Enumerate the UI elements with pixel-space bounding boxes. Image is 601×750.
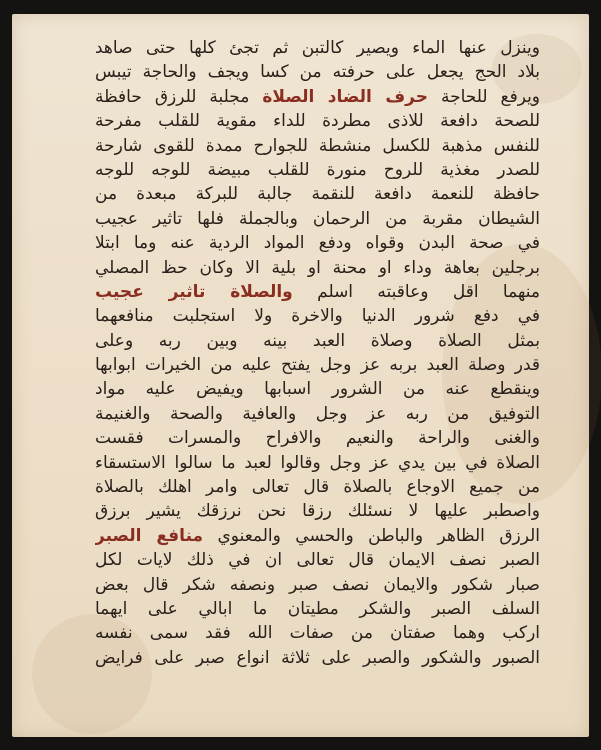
manuscript-line: [95, 426, 540, 450]
manuscript-line: [95, 329, 540, 353]
manuscript-line: [95, 158, 540, 182]
manuscript-line: [95, 377, 540, 401]
manuscript-line: [95, 256, 540, 280]
line-text: والغنى والراحة والنعيم والافراح والمسرات فقست: [95, 428, 540, 449]
manuscript-line: [95, 60, 540, 84]
line-text: للصحة دافعة للاذى مطردة للداء مقوية للقلب مفرحة: [95, 111, 540, 132]
manuscript-line: [95, 134, 540, 158]
manuscript-line: [95, 36, 540, 60]
line-text: وينقطع عنه من الشرور اسبابها ويفيض عليه مواد: [95, 379, 540, 400]
manuscript-line: [95, 207, 540, 231]
line-text: من جميع الاوجاع بالصلاة قال تعالى وامر اهلك بالصلاة: [95, 477, 540, 498]
manuscript-line: [95, 499, 540, 523]
line-text: وينزل عنها الماء ويصير كالتبن ثم تجئ كلها حتى صاهد: [95, 38, 540, 58]
line-text: الصبور والشكور والصبر على ثلاثة انواع صبر على فرايض: [95, 647, 540, 668]
line-text-continued: مجلبة للرزق حافظة: [95, 86, 250, 107]
line-text: حافظة للنعمة دافعة للنقمة جالبة للبركة مبعدة من: [95, 184, 540, 205]
manuscript-line: [95, 548, 540, 572]
manuscript-line: [95, 597, 540, 621]
line-text: في دفع شرور الدنيا والاخرة ولا استجلبت منافعهما: [95, 306, 540, 327]
line-text: ويرفع للحاجة: [440, 86, 540, 107]
manuscript-line: [95, 353, 540, 377]
line-text: بمثل الصلاة وصلاة العبد بينه وبين ربه وعلى: [95, 330, 540, 351]
line-text: التوفيق من ربه عز وجل والعافية والصحة والغنيمة: [95, 403, 540, 424]
manuscript-line: [95, 451, 540, 475]
line-text: السلف الصبر والشكر مطيتان ما ابالي على ايهما: [95, 598, 540, 619]
manuscript-line: [95, 621, 540, 645]
manuscript-line: [95, 304, 540, 328]
manuscript-line: [95, 85, 540, 109]
line-text: منهما اقل وعاقبته اسلم: [317, 281, 540, 302]
line-text: برجلين بعاهة وداء او محنة او بلية الا وكان حظ المصلي: [95, 257, 540, 278]
manuscript-text: [95, 36, 540, 670]
line-text: الصلاة في بين يدي عز وجل وقالوا لعبد ما سالوا الاستسقاء: [95, 452, 540, 473]
manuscript-line: [95, 524, 540, 548]
line-text: للنفس مذهبة للكسل منشطة للجوارح ممدة للقوى شارحة: [95, 135, 540, 156]
manuscript-line: [95, 646, 540, 670]
line-text: الشيطان مقربة من الرحمان وبالجملة فلها تاثير عجيب: [95, 208, 540, 229]
line-text: واصطبر عليها لا نسئلك رزقا نحن نرزقك يشير برزق: [95, 501, 540, 522]
line-text: الرزق الظاهر والباطن والحسي والمعنوي: [217, 525, 540, 546]
rubric-heading: والصلاة تاثير عجيب: [95, 281, 293, 302]
line-text: اركب وهما صفتان من صفات الله فقد سمى نفسه: [95, 623, 540, 644]
manuscript-line: [95, 109, 540, 133]
manuscript-line: [95, 402, 540, 426]
manuscript-line: [95, 182, 540, 206]
rubric-heading: حرف الضاد الصلاة: [262, 86, 428, 107]
line-text: الصبر نصف الايمان قال تعالى ان في ذلك لايات لكل: [95, 550, 540, 571]
line-text: بلاد الحج يجعل على حرفته من كسا ويجف والحاجة تيبس: [95, 62, 540, 83]
manuscript-line: [95, 280, 540, 304]
line-text: في صحة البدن وقواه ودفع المواد الردية عنه وما ابتلا: [95, 233, 540, 254]
manuscript-line: [95, 475, 540, 499]
line-text: قدر وصلة العبد بربه عز وجل يفتح عليه من الخيرات ابوابها: [95, 355, 540, 376]
manuscript-line: [95, 231, 540, 255]
manuscript-line: [95, 573, 540, 597]
line-text: للصدر مغذية للروح منورة للقلب مبيضة للوجه للوجه: [95, 159, 540, 180]
line-text: صبار شكور والايمان نصف صبر ونصفه شكر قال بعض: [95, 574, 540, 595]
rubric-heading: منافع الصبر: [95, 525, 204, 546]
